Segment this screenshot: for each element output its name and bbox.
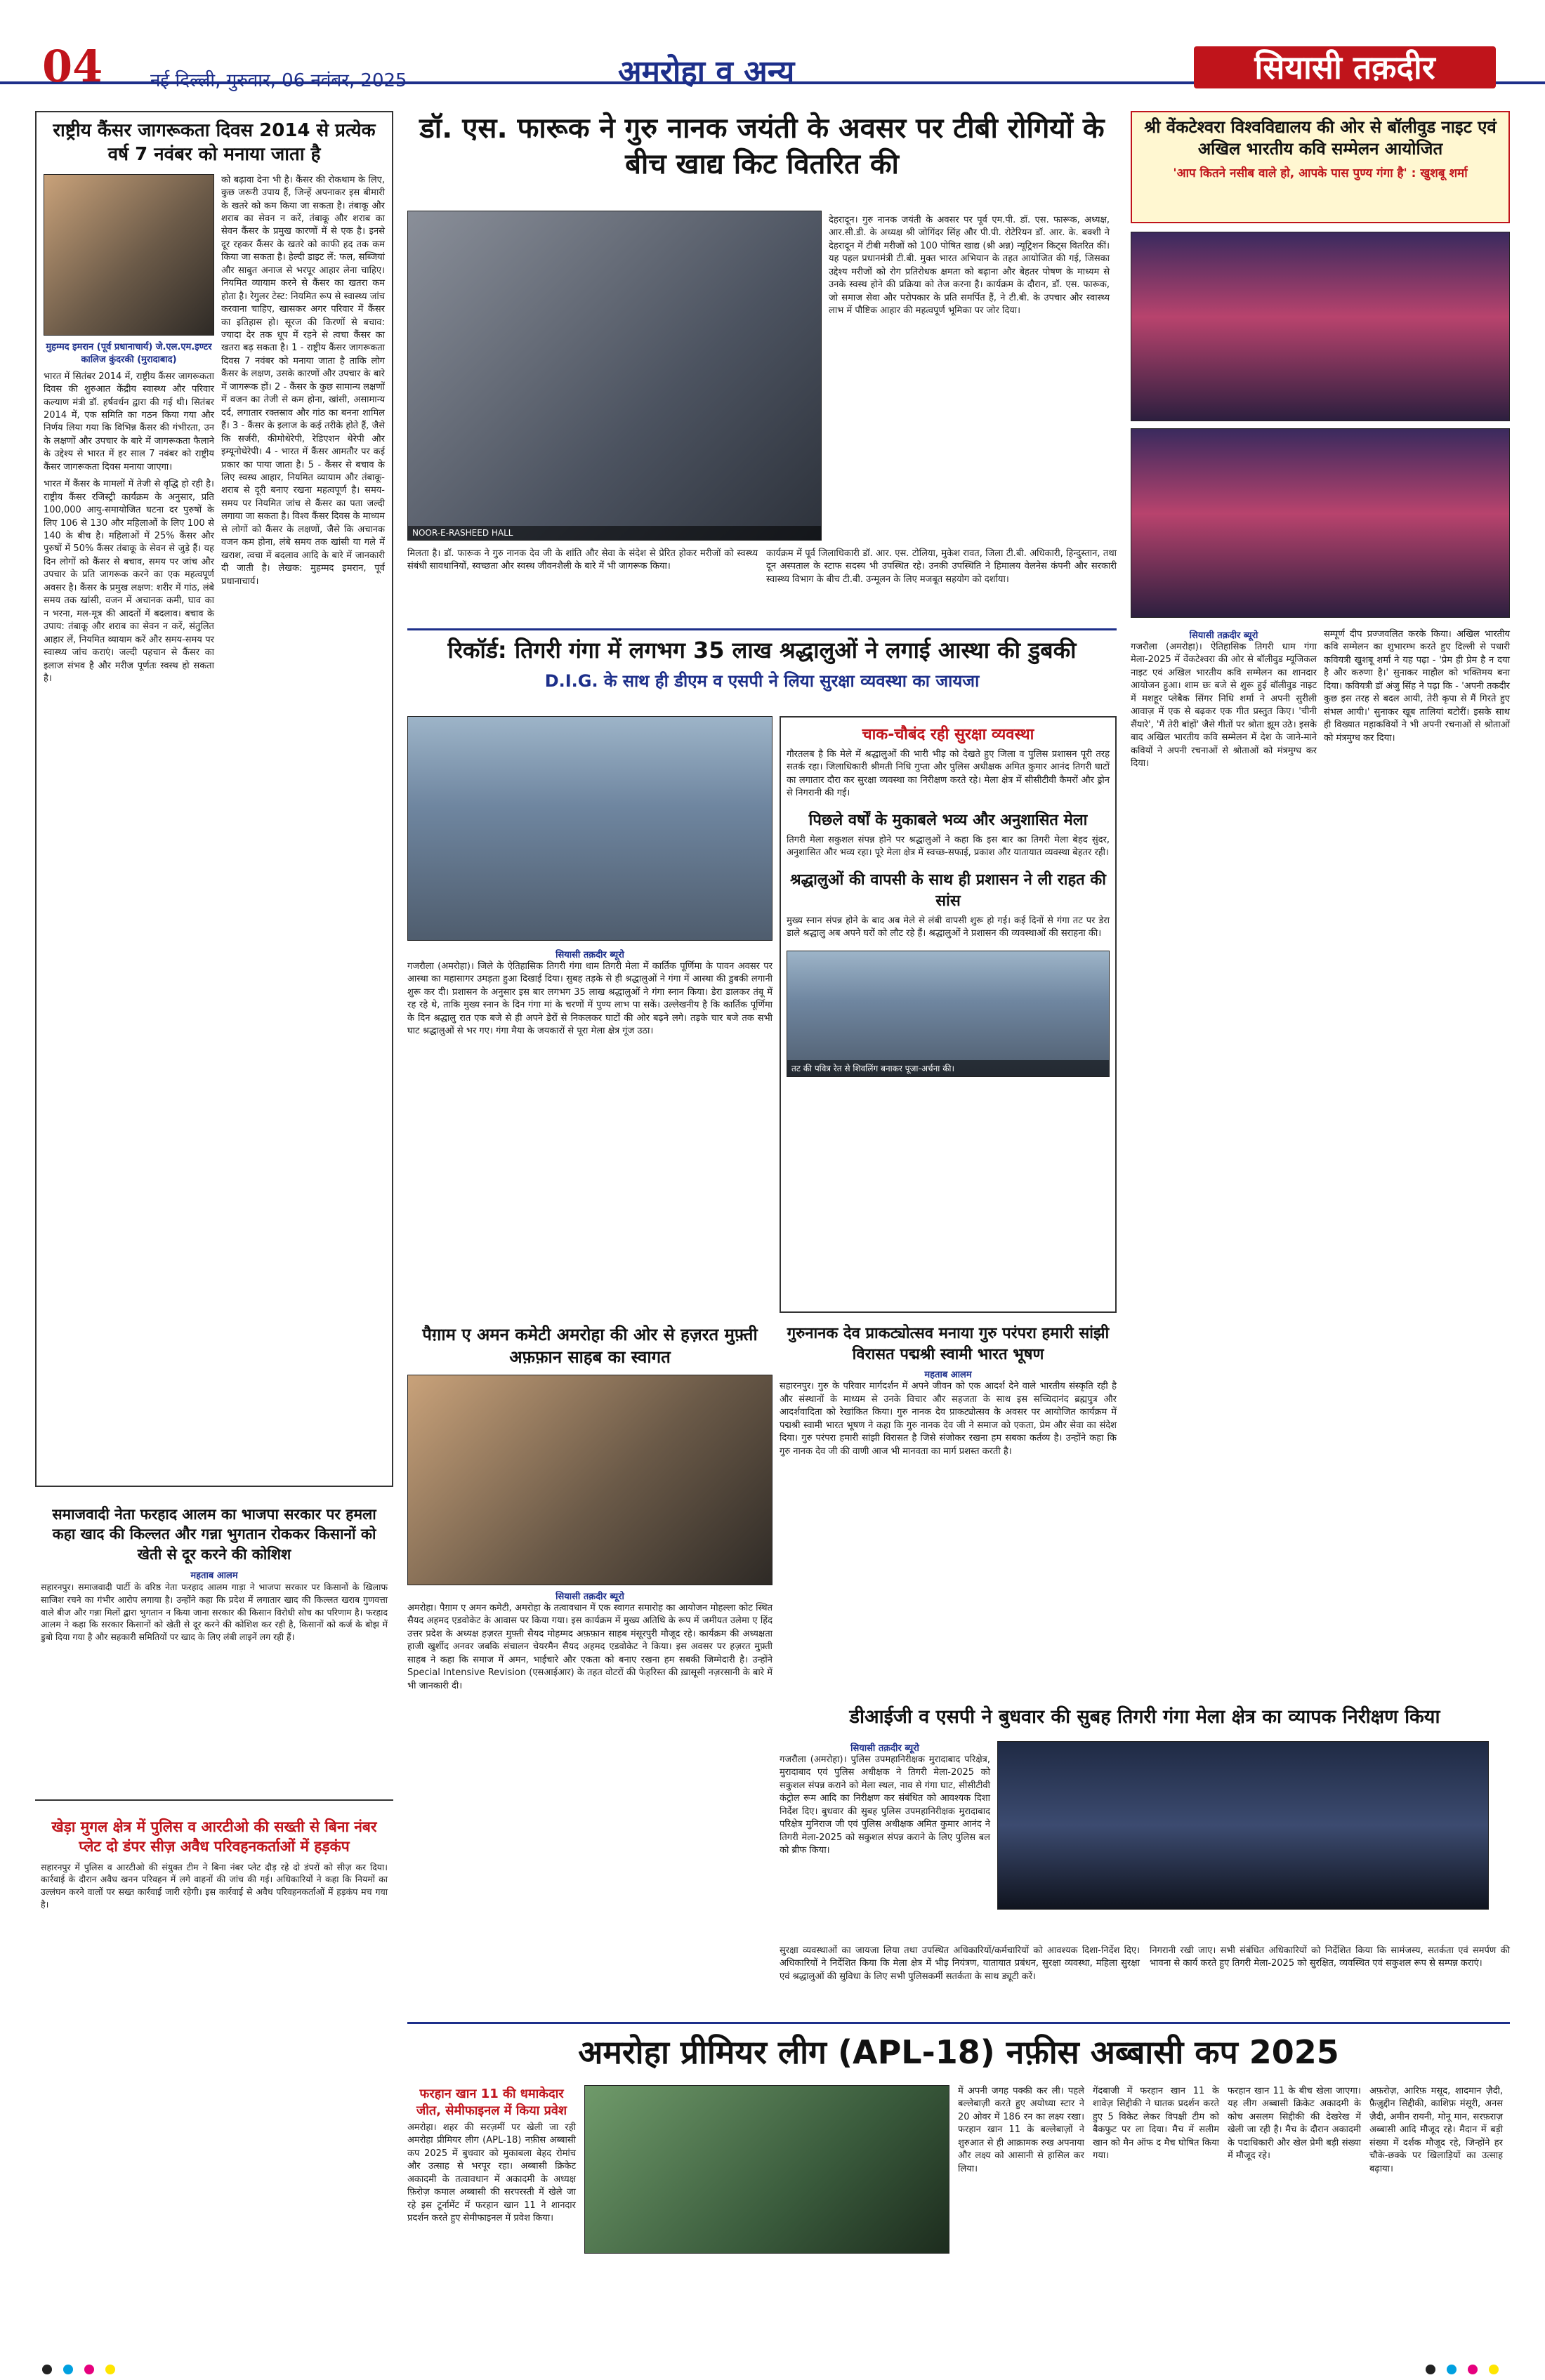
registration-dot [1468,2365,1478,2374]
apl-body-col5: अफ़रोज़, आरिफ़ मसूद, शादमान ज़ैदी, फ़ैज़ुद्दीन सिद्दीकी, काशिफ़ मंसूरी, अनस ज़ैदी, अमीन रायनी, मोनू मान, सरफ़राज़ अब्बासी आदि मौजूद रहे। मैदान में बड़ी संख्या में दर्शक मौजूद रहे, जिन्होंने हर चौके-छक्के पर खिलाड़ियों का उत्साह बढ़ाया। [1369,2086,1503,2174]
author-photo [44,174,214,336]
inspection-body-col2: सुरक्षा व्यवस्थाओं का जायजा लिया तथा उपस्थित अधिकारियों/कर्मचारियों को आवश्यक दिशा-निर्देश दिए। अधिकारियों ने निर्देशित किया कि मेला क्षेत्र में भीड़ नियंत्रण, यातायात प्रबंधन, सुरक्षा व्यवस्था, महिला सुरक्षा एवं श्रद्धालुओं की सुविधा के लिए सभी पुलिसकर्मी सतर्कता के साथ ड्यूटी करें। [780,1945,1140,1982]
gurunanak-headline: गुरुनानक देव प्राकट्योत्सव मनाया गुरु परंपरा हमारी सांझी विरासत पद्मश्री स्वामी भारत भूषण [787,1325,1110,1363]
univ-byline: सियासी तक़दीर ब्यूरो [1189,630,1258,641]
registration-dot [1447,2365,1457,2374]
aman-byline: सियासी तक़दीर ब्यूरो [555,1591,624,1602]
inspection-body-cols [780,1741,1510,1938]
univ-body-col2: सम्पूर्ण दीप प्रज्जवलित करके किया। अखिल भारतीय कवि सम्मेलन का शुभारम्भ करते हुए दिल्ली से पधारी कवियत्री खुशबू शर्मा ने यह पढ़ा - 'प्रेम ही प्रेम है न दया है और करुणा है।' सुनाकर माहौल को भक्तिमय बना दिया। कवियत्री डॉ अंजु सिंह ने पढ़ा कि - 'अपनी तकदीर कुछ इस तरह से बदल आयी, तेरी कृपा से मैं गिरते हुए संभल आयी।' सुनाकर खूब तालियां बटोरीं। इसके साथ ही विख्यात महाकवियों ने भी अपनी रचनाओं से श्रोताओं को मंत्रमुग्ध कर दिया। [1324,629,1510,743]
footer-registration-dots [0,2352,1545,2380]
sapa-byline: महताब आलम [190,1571,238,1582]
inspection-header [780,1703,1510,1738]
univ-headline: श्री वेंकटेश्वरा विश्वविद्यालय की ओर से बॉलीवुड नाइट एवं अखिल भारतीय कवि सम्मेलन आयोजित [1144,117,1497,159]
cancer-intro: भारत में सितंबर 2014 में, राष्ट्रीय कैंसर जागरूकता दिवस की शुरुआत केंद्रीय स्वास्थ्य और परिवार कल्याण मंत्री डॉ. हर्षवर्धन द्वारा की गई थी। सितंबर 2014 में, एक समिति का गठन किया गया और निर्णय लिया गया कि विभिन्न कैंसर की गंभीरता, उन के लक्षणों और उपचार के बारे में जागरूकता फैलाने के उद्देश्य से भारत में हर साल 7 नवंबर को राष्ट्रीय कैंसर जागरूकता दिवस मनाया जाएगा। [44,371,214,472]
registration-dot [84,2365,94,2374]
tigri-header [407,628,1117,706]
tigri-byline: सियासी तक़दीर ब्यूरो [555,950,624,960]
security-box-title: चाक-चौबंद रही सुरक्षा व्यवस्था [862,726,1034,743]
return-box-body: मुख्य स्नान संपन्न होने के बाद अब मेले से लंबी वापसी शुरू हो गई। कई दिनों से गंगा तट पर डेरा डाले श्रद्धालु अब अपने घरों को लौट रहे हैं। श्रद्धालुओं ने प्रशासन की व्यवस्थाओं की सराहना की। [787,915,1110,939]
tb-headline: डॉ. एस. फारूक ने गुरु नानक जयंती के अवसर पर टीबी रोगियों के बीच खाद्य किट वितरित की [419,112,1105,181]
apl-body-col2: में अपनी जगह पक्की कर ली। पहले बल्लेबाज़ी करते हुए अयोध्या स्टार ने 20 ओवर में 186 रन का लक्ष्य रखा। फरहान खान 11 के बल्लेबाज़ों ने शुरुआत से ही आक्रामक रुख अपनाया और लक्ष्य को आसानी से हासिल कर लिया। [958,2086,1084,2174]
inspection-body: गजरौला (अमरोहा)। पुलिस उपमहानिरीक्षक मुरादाबाद परिक्षेत्र, मुरादाबाद एवं पुलिस अधीक्षक ने तिगरी मेला-2025 को सकुशल संपन्न कराने को मेला स्थल, नाव से गंगा घाट, सीसीटीवी कंट्रोल रूम आदि का निरीक्षण कर संबंधित को आवश्यक दिशा निर्देश दिए। बुधवार की सुबह पुलिस उपमहानिरीक्षक मुरादाबाद परिक्षेत्र मुनिराज जी एवं पुलिस अधीक्षक अमित कुमार आनंद ने तिगरी मेला-2025 को सकुशल संपन्न कराने के लिए पुलिस बल को ब्रीफ किया। [780,1754,990,1856]
khera-article [35,1811,393,2106]
tigri-body: गजरौला (अमरोहा)। जिले के ऐतिहासिक तिगरी गंगा धाम तिगरी मेला में कार्तिक पूर्णिमा के पावन अवसर पर आस्था का महासागर उमड़ता हुआ दिखाई दिया। सुबह तड़के से ही श्रद्धालुओं ने गंगा में आस्था की डुबकी लगानी शुरू कर दी। प्रशासन के अनुसार इस बार लगभग 35 लाख श्रद्धालुओं ने गंगा स्नान किया। डेरा डालकर तंबू में रह रहे थे, ताकि मुख्य स्नान के दिन गंगा मां के चरणों में पुण्य लाभ पा सकें। उल्लेखनीय है कि कार्तिक पूर्णिमा के दिन श्रद्धालु रात एक बजे से ही अपने डेरों से निकलकर घाटों की ओर बढ़ने लगे। तड़के चार बजे तक सभी घाट श्रद्धालुओं से भर गए। गंगा मैया के जयकारों से पूरा मेला क्षेत्र गूंज उठा। [407,961,772,1037]
mela-box-title: पिछले वर्षों के मुकाबले भव्य और अनुशासित मेला [808,811,1088,829]
tigri-body-cols [407,948,772,1285]
page-number: 04 [42,41,103,92]
khera-body: सहारनपुर में पुलिस व आरटीओ की संयुक्त टीम ने बिना नंबर प्लेट दौड़ रहे दो डंपरों को सीज़ कर दिया। कार्रवाई के दौरान अवैध खनन परिवहन में लगे वाहनों की जांच की गई। अधिकारियों ने कहा कि नियमों का उल्लंघन करने वालों पर सख्त कार्रवाई जारी रहेगी। इस कार्रवाई से अवैध परिवहनकर्ताओं में हड़कंप मच गया है। [41,1861,388,1910]
univ-quote: 'आप कितने नसीब वाले हो, आपके पास पुण्य गंगा है' : खुशबू शर्मा [1173,166,1468,181]
tb-photo [407,211,822,541]
sapa-body: सहारनपुर। समाजवादी पार्टी के वरिष्ठ नेता फरहाद आलम गाड़ा ने भाजपा सरकार पर किसानों के खिलाफ साजिश रचने का गंभीर आरोप लगाया है। उन्होंने कहा कि प्रदेश में लगातार खाद की किल्लत खराब गुणवत्ता वाले बीज और गन्ना मिलों द्वारा भुगतान न किया जाना सरकार की किसान विरोधी सोच का परिणाम है। फरहाद आलम ने कहा कि सरकार किसानों को खेती से दूर करने की कोशिश कर रही है, किसानों को कर्ज के बोझ में डुबो दिया गया है और सहकारी समितियों पर खाद के लिए लंबी लाइनें लग रही हैं। [41,1582,388,1643]
paper-name: सियासी तक़दीर [1194,46,1496,88]
registration-dot [1489,2365,1499,2374]
tb-body-col1: देहरादून। गुरु नानक जयंती के अवसर पर पूर्व एम.पी. डॉ. एस. फारूक, अध्यक्ष, आर.सी.डी. के अध्यक्ष श्री जोगिंदर सिंह और पी.पी. रोटेरियन डॉ. आर. के. बक्शी ने देहरादून में टीबी मरीजों को 100 पोषित खाद्य (श्री अन्न) न्यूट्रिशन किट्स वितरित कीं। यह पहल प्रधानमंत्री टी.बी. मुक्त भारत अभियान के तहत आयोजित की गई, जिसका उद्देश्य मरीजों को रोग प्रतिरोधक क्षमता को बढ़ाना और बेहतर पोषण के माध्यम से उनके स्वस्थ होने की प्रक्रिया को तेज करना है। कार्यक्रम के दौरान, डॉ. एस. फारूक, जो समाज सेवा और परोपकार के प्रति समर्पित हैं, ने टी.बी. के उपचार और स्वास्थ्य लाभ में पौष्टिक आहार की महत्वपूर्ण भूमिका पर जोर दिया। [829,215,1110,317]
section-title: अमरोहा व अन्य [618,54,795,90]
univ-body: गजरौला (अमरोहा)। ऐतिहासिक तिगरी धाम गंगा मेला-2025 में वेंकटेश्वरा की ओर से बॉलीवुड म्यूजिकल नाइट एवं अखिल भारतीय कवि सम्मेलन का शानदार आयोजन हुआ। शाम छः बजे से शुरू हुई बॉलीवुड नाइट में मशहूर प्लेबैक सिंगर निधि शर्मा ने अपनी सुरीली आवाज़ में एक से बढ़कर एक गीत प्रस्तुत किए। 'चीनी सैंयारे', 'मैं तेरी बांहों' जैसे गीतों पर श्रोता झूम उठे। इसके बाद अखिल भारतीय कवि सम्मेलन में देश के जाने-माने कवियों ने अपनी रचनाओं से श्रोताओं को मंत्रमुग्ध कर दिया। [1131,642,1317,769]
inspection-body-col3: निगरानी रखी जाए। सभी संबंधित अधिकारियों को निर्देशित किया कि सामंजस्य, सतर्कता एवं समर्पण की भावना से कार्य करते हुए तिगरी मेला-2025 को सुरक्षित, व्यवस्थित एवं सकुशल रूप से सम्पन्न कराएं। [1150,1945,1510,1969]
gurunanak-body: सहारनपुर। गुरु के परिवार मार्गदर्शन में अपने जीवन को एक आदर्श देने वाले भारतीय संस्कृति रही है और संस्थानों के माध्यम से उनके विचार और सहजता के साथ इस सच्चिदानंद ब्रह्मपुत्र और आदर्शवादिता को रेखांकित किया। गुरु नानक देव प्राकट्योत्सव के अवसर पर आयोजित कार्यक्रम में पद्मश्री स्वामी भारत भूषण ने कहा कि गुरु नानक देव जी ने समाज को एकता, प्रेम और सेवा का संदेश दिया। गुरु परंपरा हमारी सांझी विरासत है जिसे संजोकर रखना हम सबका कर्तव्य है। उन्होंने कहा कि गुरु नानक देव जी की वाणी आज भी मानवता का मार्ग प्रशस्त करती है। [780,1381,1117,1457]
masthead [0,0,1545,92]
aman-body: अमरोहा। पैग़ाम ए अमन कमेटी, अमरोहा के तत्वावधान में एक स्वागत समारोह का आयोजन मोहल्ला कोट स्थित सैयद अहमद एडवोकेट के आवास पर किया गया। इस कार्यक्रम में मुख्य अतिथि के रूप में जमीयत उलेमा ए हिंद उत्तर प्रदेश के अध्यक्ष हज़रत मुफ़्ती सैयद मोहम्मद अफ़फ़ान साहब मंसूरपुरी मौजूद रहे। कार्यक्रम की अध्यक्षता हाजी खुर्शीद अनवर जबकि संचालन चेयरमैन सैयद अहमद एडवोकेट ने किया। इस अवसर पर हज़रत मुफ़्ती साहब ने कहा कि समाज में अमन, भाईचारे और एकता को बनाए रखना हम सबकी जिम्मेदारी है। उन्होंने Special Intensive Revision (एसआईआर) के तहत वोटरों की फेहरिस्त की ख़ासूसी नज़रसानी के बारे में भी जानकारी दी। [407,1602,772,1691]
tigri-photo [407,716,772,941]
apl-body [407,2085,1510,2345]
univ-body-cols [1131,628,1510,1453]
apl-body-col4: फरहान खान 11 के बीच खेला जाएगा। यह लीग अब्बासी क्रिकेट अकादमी के कोच असलम सिद्दीकी की देखरेख में खेली जा रही है। मैच के दौरान अकादमी के पदाधिकारी और खेल प्रेमी बड़ी संख्या में मौजूद रहे। [1228,2086,1361,2162]
security-box-body: गौरतलब है कि मेले में श्रद्धालुओं की भारी भीड़ को देखते हुए जिला व पुलिस प्रशासन पूरी तरह सतर्क रहा। जिलाधिकारी श्रीमती निधि गुप्ता और पुलिस अधीक्षक अमित कुमार आनंद तिगरी घाटों का लगातार दौरा कर सुरक्षा व्यवस्था का निरीक्षण करते रहे। मेला क्षेत्र में सीसीटीवी कैमरों और ड्रोन से निगरानी की गई। [787,749,1110,799]
tigri-headline: रिकॉर्ड: तिगरी गंगा में लगभग 35 लाख श्रद्धालुओं ने लगाई आस्था की डुबकी [447,637,1077,663]
shivling-caption: तट की पवित्र रेत से शिवलिंग बनाकर पूजा-अर्चना की। [787,1060,1109,1076]
univ-photo-1 [1131,232,1510,421]
apl-subhead: फरहान खान 11 की धमाकेदार जीत, सेमीफाइनल में किया प्रवेश [416,2087,567,2118]
inspection-photo [997,1741,1489,1910]
return-box-title: श्रद्धालुओं की वापसी के साथ ही प्रशासन ने ली राहत की सांस [790,871,1106,910]
cancer-body: भारत में कैंसर के मामलों में तेजी से वृद्धि हो रही है। राष्ट्रीय कैंसर रजिस्ट्री कार्यक्रम के अनुसार, प्रति 100,000 आयु-समायोजित घटना दर पुरुषों के लिए 106 से 130 और महिलाओं के लिए 100 से 140 के बीच है। महिलाओं में 25% कैंसर और पुरुषों में 50% कैंसर तंबाकू के सेवन से जुड़े हैं। यह दिन लोगों को कैंसर से बचाव, समय पर जांच और उपचार के प्रति जागरूक करने का एक महत्वपूर्ण अवसर है। कैंसर के प्रमुख लक्षण: शरीर में गांठ, लंबे समय तक खांसी, वजन में अचानक कमी, घाव का न भरना, मल-मूत्र की आदतों में बदलाव। बचाव के उपाय: तंबाकू और शराब का सेवन न करें, संतुलित आहार लें, नियमित व्यायाम करें और समय-समय पर स्वास्थ्य जांच कराएं। जल्दी पहचान से कैंसर का इलाज संभव है और मरीज पूर्णतः स्वस्थ हो सकता है। [44,479,214,685]
mela-box-body: तिगरी मेला सकुशल संपन्न होने पर श्रद्धालुओं ने कहा कि इस बार का तिगरी मेला बेहद सुंदर, अनुशासित और भव्य रहा। पूरे मेला क्षेत्र में स्वच्छ-सफाई, प्रकाश और यातायात व्यवस्था बेहतर रही। [787,834,1110,859]
apl-headline: अमरोहा प्रीमियर लीग (APL-18) नफ़ीस अब्बासी कप 2025 [578,2033,1339,2071]
aman-photo [407,1375,772,1585]
inspection-bottom-cols [780,1945,1510,2015]
registration-dot [105,2365,115,2374]
sapa-article [35,1499,393,1801]
apl-photo [584,2085,949,2254]
apl-body-col1: अमरोहा। शहर की सरज़मीं पर खेली जा रही अमरोहा प्रीमियर लीग (APL-18) नफ़ीस अब्बासी कप 2025 में बुधवार को मुकाबला बेहद रोमांच और उत्साह से भरपूर रहा। अब्बासी क्रिकेट अकादमी के तत्वावधान में अकादमी के अध्यक्ष फ़िरोज़ कमाल अब्बासी की सरपरस्ती में खेले जा रहे इस टूर्नामेंट में फरहान खान 11 ने शानदार प्रदर्शन करते हुए सेमीफाइनल में प्रवेश किया। [407,2122,576,2224]
registration-dot [42,2365,52,2374]
tb-body-col3: कार्यक्रम में पूर्व जिलाधिकारी डॉ. आर. एस. टोलिया, मुकेश रावत, जिला टी.बी. अधिकारी, हिन्दुस्तान, तथा दून अस्पताल के स्टाफ सदस्य भी उपस्थित रहे। उनकी उपस्थिति ने हिमालय वेलनेस कंपनी और सरकारी स्वास्थ्य विभाग के बीच टी.बी. उन्मूलन के लिए मजबूत सहयोग को दर्शाया। [766,548,1117,585]
tigri-subhead: D.I.G. के साथ ही डीएम व एसपी ने लिया सुरक्षा व्यवस्था का जायजा [544,671,980,691]
tb-body-col2: मिलता है। डॉ. फारूक ने गुरु नानक देव जी के शांति और सेवा के संदेश से प्रेरित होकर मरीजों को स्वस्थ्य संबंधी सावधानियों, स्वच्छता और स्वस्थ जीवनशैली के बारे में भी जागरूक किया। [407,548,758,572]
registration-dot [1426,2365,1435,2374]
sapa-headline: समाजवादी नेता फरहाद आलम का भाजपा सरकार पर हमला कहा खाद की किल्लत और गन्ना भुगतान रोककर किसानों को खेती से दूर करने की कोशिश [52,1506,376,1563]
tb-photo-caption: NOOR-E-RASHEED HALL [408,526,821,540]
gurunanak-article [780,1323,1117,1695]
cancer-author: मुहम्मद इमरान (पूर्व प्रधानाचार्य) जे.एल.एम.इण्टर कालिज कुंदरकी (मुरादाबाद) [46,341,212,365]
aman-article [407,1323,772,1864]
cancer-headline: राष्ट्रीय कैंसर जागरूकता दिवस 2014 से प्रत्येक वर्ष 7 नवंबर को मनाया जाता है [53,120,376,165]
cancer-body-col2: को बढ़ावा देना भी है। कैंसर की रोकथाम के लिए, कुछ जरूरी उपाय हैं, जिन्हें अपनाकर इस बीमारी के खतरे को कम किया जा सकता है। तंबाकू और शराब का सेवन न करें, तंबाकू और शराब का सेवन कैंसर के प्रमुख कारणों में से एक है। इनसे दूर रहकर कैंसर के खतरे को काफी हद तक कम किया जा सकता है। हेल्दी डाइट लें: फल, सब्जियां और साबुत अनाज से भरपूर आहार लेना चाहिए। नियमित व्यायाम करने से कैंसर का खतरा कम होता है। रेगुलर टेस्ट: नियमित रूप से स्वास्थ्य जांच करवाना चाहिए, खासकर अगर परिवार में कैंसर का इतिहास हो। सूरज की किरणों से बचाव: ज्यादा देर तक धूप में रहने से त्वचा कैंसर का खतरा बढ़ सकता है। 1 - राष्ट्रीय कैंसर जागरूकता दिवस 7 नवंबर को मनाया जाता है ताकि लोग कैंसर के लक्षण, उसके कारणों और उपचार के बारे में जागरूक हों। 2 - कैंसर के कुछ सामान्य लक्षणों में वजन का तेजी से कम होना, खांसी, असामान्य दर्द, लगातार रक्तस्राव और गांठ का बनना शामिल हैं। 3 - कैंसर के इलाज के कई तरीके होते हैं, जैसे कि सर्जरी, कीमोथेरेपी, रेडिएशन थेरेपी और इम्यूनोथेरेपी। 4 - भारत में कैंसर आमतौर पर कई प्रकार का पाया जाता है। 5 - कैंसर से बचाव के लिए स्वस्थ आहार, नियमित व्यायाम और तंबाकू-शराब से दूरी बनाए रखना महत्वपूर्ण है। समय-समय पर नियमित जांच से कैंसर का पता जल्दी लगाया जा सकता है। विश्व कैंसर दिवस के माध्यम से लोगों को कैंसर के लक्षणों, जैसे कि अचानक वजन कम होना, लंबे समय तक खांसी या गले में खराश, त्वचा में बदलाव आदि के बारे में जानकारी दी जाती है। लेखक: मुहम्मद इमरान, पूर्व प्रधानाचार्य। [221,174,385,587]
khera-headline: खेड़ा मुगल क्षेत्र में पुलिस व आरटीओ की सख्ती से बिना नंबर प्लेट दो डंपर सीज़ अवैध परिवहनकर्ताओं में हड़कंप [51,1818,377,1856]
shivling-photo [787,951,1110,1077]
univ-header [1131,111,1510,223]
cancer-article [35,111,393,1487]
inspection-headline: डीआईजी व एसपी ने बुधवार की सुबह तिगरी गंगा मेला क्षेत्र का व्यापक निरीक्षण किया [849,1706,1440,1728]
univ-photo-2 [1131,428,1510,618]
apl-header [407,2022,1510,2078]
aman-headline: पैग़ाम ए अमन कमेटी अमरोहा की ओर से हज़रत मुफ़्ती अफ़फ़ान साहब का स्वागत [422,1325,758,1368]
inspection-byline: सियासी तक़दीर ब्यूरो [850,1743,919,1754]
apl-body-col3: गेंदबाजी में फरहान खान 11 के शावेज़ सिद्दीकी ने घातक प्रदर्शन करते हुए 5 विकेट लेकर विपक्षी टीम को बैकफुट पर ला दिया। मैच में सलीम खान को मैन ऑफ द मैच घोषित किया गया। [1093,2086,1219,2162]
tb-bottom-cols [407,548,1117,618]
registration-dot [63,2365,73,2374]
tigri-boxes [780,716,1117,1313]
date-line: नई दिल्ली, गुरुवार, 06 नवंबर, 2025 [150,70,407,91]
gurunanak-byline: महताब आलम [924,1370,972,1381]
